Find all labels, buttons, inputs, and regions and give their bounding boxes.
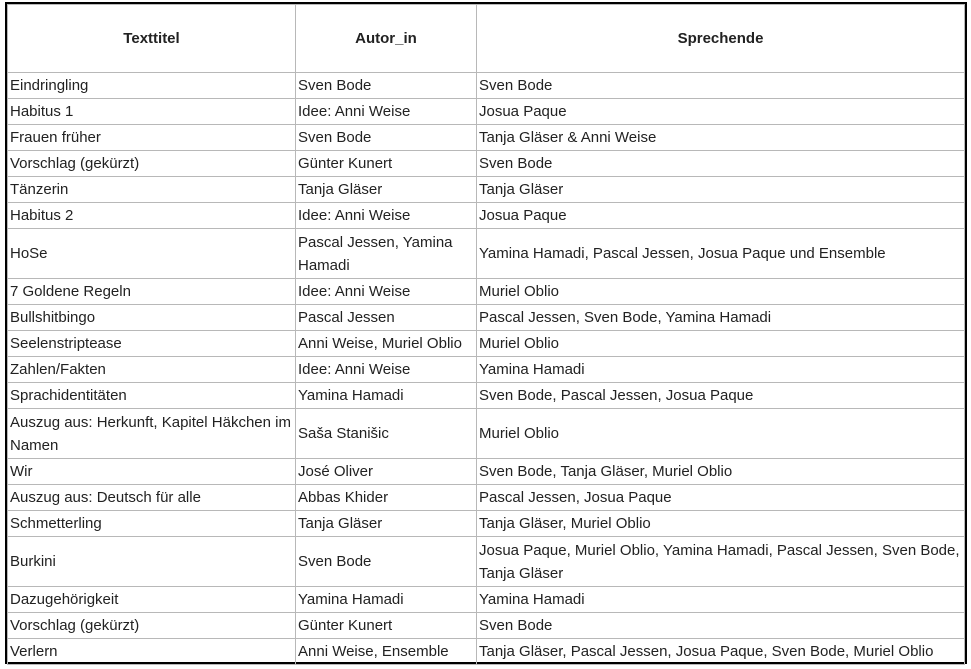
table-row xyxy=(8,279,965,305)
cell-title: Auszug aus: Deutsch für alle xyxy=(8,485,296,511)
table-row xyxy=(8,125,965,151)
table-row xyxy=(8,229,965,279)
cell-speakers: Sven Bode xyxy=(477,151,965,177)
table-row xyxy=(8,99,965,125)
table-row xyxy=(8,383,965,409)
table-row xyxy=(8,151,965,177)
cell-speakers: Josua Paque xyxy=(477,99,965,125)
header-texttitel: Texttitel xyxy=(8,5,296,73)
cell-author: Saša Stanišic xyxy=(296,409,477,459)
cell-author: Abbas Khider xyxy=(296,485,477,511)
table-row xyxy=(8,511,965,537)
cell-title: Zahlen/Fakten xyxy=(8,357,296,383)
cell-speakers: Sven Bode, Tanja Gläser, Muriel Oblio xyxy=(477,459,965,485)
cell-title: Schmetterling xyxy=(8,511,296,537)
table-row xyxy=(8,73,965,99)
table-row xyxy=(8,409,965,459)
cell-author: Tanja Gläser xyxy=(296,177,477,203)
cell-title: Bullshitbingo xyxy=(8,305,296,331)
cell-title: Burkini xyxy=(8,537,296,587)
cell-title: Vorschlag (gekürzt) xyxy=(8,151,296,177)
cell-title: Habitus 2 xyxy=(8,203,296,229)
cell-author: Pascal Jessen xyxy=(296,305,477,331)
cell-speakers: Tanja Gläser xyxy=(477,177,965,203)
cell-speakers: Pascal Jessen, Sven Bode, Yamina Hamadi xyxy=(477,305,965,331)
cell-title: HoSe xyxy=(8,229,296,279)
cell-speakers: Yamina Hamadi, Pascal Jessen, Josua Paque und Ensemble xyxy=(477,229,965,279)
table-row xyxy=(8,587,965,613)
cell-speakers: Tanja Gläser, Pascal Jessen, Josua Paque, Sven Bode, Muriel Oblio xyxy=(477,639,965,665)
cell-author: Anni Weise, Muriel Oblio xyxy=(296,331,477,357)
cell-author: Yamina Hamadi xyxy=(296,587,477,613)
cell-title: Sprachidentitäten xyxy=(8,383,296,409)
cell-speakers: Pascal Jessen, Josua Paque xyxy=(477,485,965,511)
table-header-row xyxy=(8,5,965,73)
cell-title: Eindringling xyxy=(8,73,296,99)
cell-speakers: Sven Bode, Pascal Jessen, Josua Paque xyxy=(477,383,965,409)
cell-title: Wir xyxy=(8,459,296,485)
cell-author: José Oliver xyxy=(296,459,477,485)
cell-title: Tänzerin xyxy=(8,177,296,203)
cell-author: Pascal Jessen, Yamina Hamadi xyxy=(296,229,477,279)
cell-speakers: Sven Bode xyxy=(477,613,965,639)
table-row xyxy=(8,177,965,203)
cell-author: Idee: Anni Weise xyxy=(296,279,477,305)
cell-speakers: Muriel Oblio xyxy=(477,409,965,459)
cell-author: Sven Bode xyxy=(296,125,477,151)
table-row xyxy=(8,613,965,639)
cell-title: Vorschlag (gekürzt) xyxy=(8,613,296,639)
cell-author: Idee: Anni Weise xyxy=(296,203,477,229)
cell-author: Günter Kunert xyxy=(296,151,477,177)
cell-speakers: Muriel Oblio xyxy=(477,279,965,305)
cell-title: Habitus 1 xyxy=(8,99,296,125)
cell-speakers: Yamina Hamadi xyxy=(477,587,965,613)
cell-speakers: Josua Paque xyxy=(477,203,965,229)
table-row xyxy=(8,331,965,357)
cell-author: Sven Bode xyxy=(296,73,477,99)
cell-speakers: Yamina Hamadi xyxy=(477,357,965,383)
cell-title: 7 Goldene Regeln xyxy=(8,279,296,305)
cell-speakers: Sven Bode xyxy=(477,73,965,99)
cell-speakers: Tanja Gläser & Anni Weise xyxy=(477,125,965,151)
cell-speakers: Muriel Oblio xyxy=(477,331,965,357)
cell-author: Tanja Gläser xyxy=(296,511,477,537)
table-row xyxy=(8,357,965,383)
cell-title: Frauen früher xyxy=(8,125,296,151)
table-row xyxy=(8,639,965,665)
cell-title: Auszug aus: Herkunft, Kapitel Häkchen im Namen xyxy=(8,409,296,459)
cell-title: Seelenstriptease xyxy=(8,331,296,357)
table-row xyxy=(8,305,965,331)
table-row xyxy=(8,203,965,229)
cell-author: Günter Kunert xyxy=(296,613,477,639)
cell-speakers: Josua Paque, Muriel Oblio, Yamina Hamadi, Pascal Jessen, Sven Bode, Tanja Gläser xyxy=(477,537,965,587)
cell-title: Verlern xyxy=(8,639,296,665)
cast-table-frame xyxy=(5,2,967,664)
cell-speakers: Tanja Gläser, Muriel Oblio xyxy=(477,511,965,537)
header-autor-in: Autor_in xyxy=(296,5,477,73)
cell-title: Dazugehörigkeit xyxy=(8,587,296,613)
cast-table xyxy=(7,4,965,665)
table-row xyxy=(8,537,965,587)
header-sprechende: Sprechende xyxy=(477,5,965,73)
table-row xyxy=(8,459,965,485)
cell-author: Sven Bode xyxy=(296,537,477,587)
cell-author: Idee: Anni Weise xyxy=(296,357,477,383)
cell-author: Yamina Hamadi xyxy=(296,383,477,409)
cell-author: Idee: Anni Weise xyxy=(296,99,477,125)
cell-author: Anni Weise, Ensemble xyxy=(296,639,477,665)
table-row xyxy=(8,485,965,511)
